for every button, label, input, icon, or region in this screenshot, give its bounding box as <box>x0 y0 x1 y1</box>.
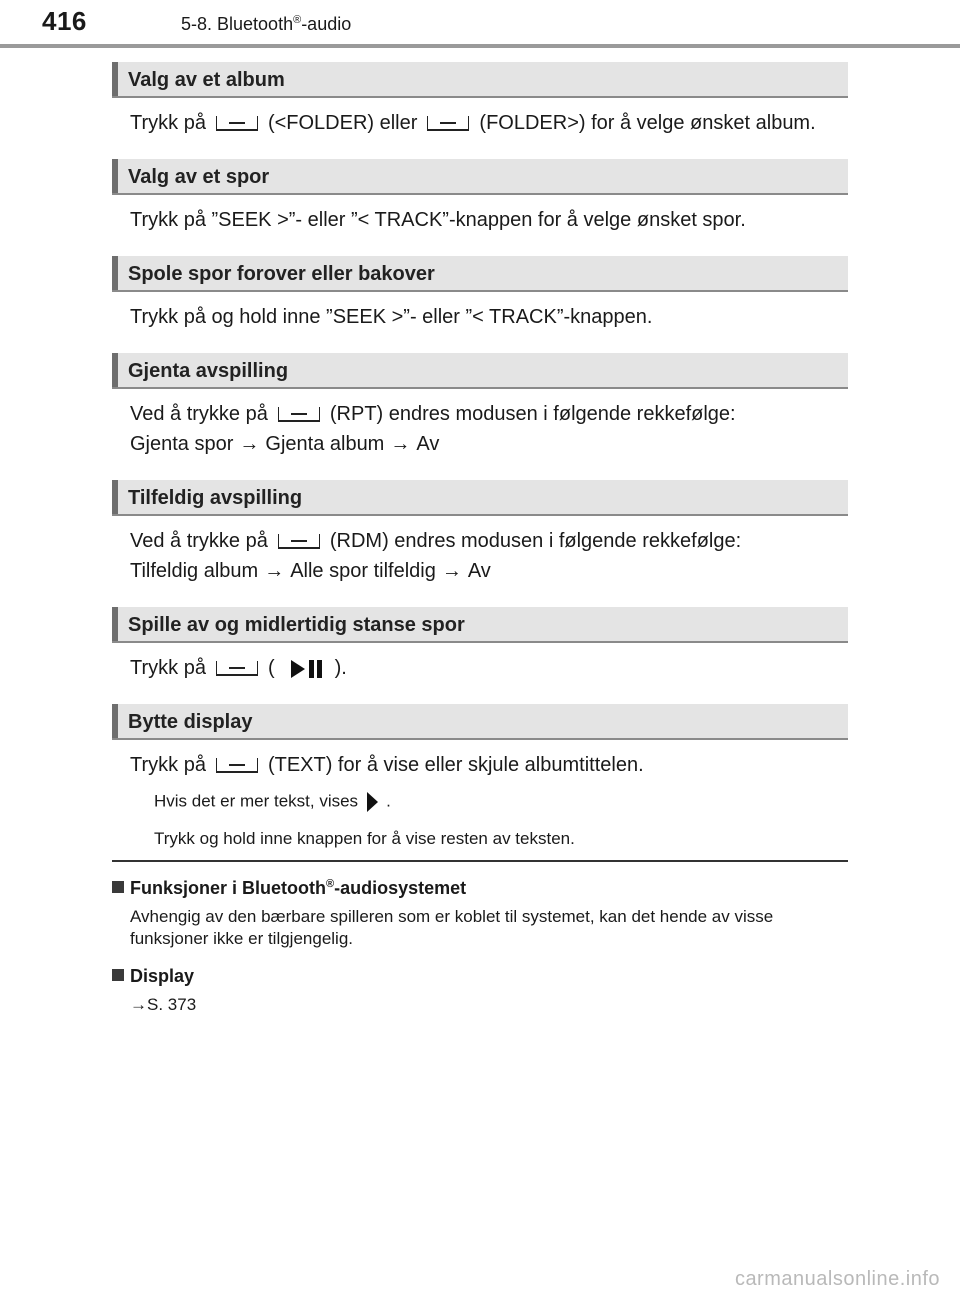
square-bullet-icon <box>112 881 124 893</box>
text: Gjenta album <box>265 433 385 455</box>
text: Ved å trykke på <box>130 403 268 425</box>
text: (<FOLDER) eller <box>267 112 418 134</box>
arrow-icon: → <box>130 995 147 1014</box>
section-title: Gjenta avspilling <box>128 360 289 382</box>
square-bullet-icon <box>112 969 124 981</box>
text: Trykk på <box>130 657 206 679</box>
content <box>112 62 848 850</box>
section-text <box>130 526 848 586</box>
button-icon <box>278 534 320 549</box>
section-text <box>130 653 848 683</box>
note <box>154 790 848 814</box>
section-title: Valg av et spor <box>128 166 270 188</box>
text: (RPT) endres modusen i følgende rekkefølge: <box>329 403 736 425</box>
text: ). <box>334 657 347 679</box>
text: Hvis det er mer tekst, vises <box>154 791 359 811</box>
button-icon <box>216 116 258 131</box>
text: . <box>386 791 391 811</box>
section-heading <box>112 607 848 643</box>
footnote-divider <box>112 860 848 862</box>
text: Tilfeldig album <box>130 560 259 582</box>
section-title: Spille av og midlertidig stanse spor <box>128 614 465 636</box>
more-text-arrow-icon <box>364 790 380 814</box>
section-repeat <box>112 353 848 459</box>
text: (TEXT) for å vise eller skjule albumtittelen. <box>267 754 644 776</box>
text: Ved å trykke på <box>130 530 268 552</box>
watermark: carmanualsonline.info <box>734 1268 940 1290</box>
section-heading <box>112 353 848 389</box>
section-title: Spole spor forover eller bakover <box>128 263 435 285</box>
section-heading <box>112 480 848 516</box>
section-path-sup: ® <box>293 14 302 26</box>
section-path-pre: 5-8. Bluetooth <box>181 14 294 34</box>
section-text: Trykk på og hold inne ”SEEK >”- eller ”< TRACK”-knappen. <box>130 306 653 328</box>
section-album <box>112 62 848 138</box>
section-text <box>130 399 848 459</box>
button-icon <box>278 407 320 422</box>
section-text: Trykk på ”SEEK >”- eller ”< TRACK”-knappen for å velge ønsket spor. <box>130 209 746 231</box>
text: Funksjoner i Bluetooth <box>130 878 326 898</box>
section-path <box>181 14 351 35</box>
section-path-post: -audio <box>301 14 352 34</box>
text: ® <box>326 878 335 890</box>
play-pause-icon <box>285 658 325 680</box>
section-track <box>112 159 848 235</box>
footnote-body: Avhengig av den bærbare spilleren som er koblet til systemet, kan det hende av visse funksjoner ikke er tilgjengelig. <box>130 907 774 948</box>
text: -audiosystemet <box>334 878 467 898</box>
section-seek <box>112 256 848 332</box>
text: Av <box>467 560 491 582</box>
footnote-title <box>112 872 848 900</box>
text: (RDM) endres modusen i følgende rekkefølge: <box>329 530 742 552</box>
footnotes <box>112 872 848 1016</box>
section-heading <box>112 159 848 195</box>
arrow-icon: → <box>390 433 411 455</box>
footnote <box>112 964 848 1016</box>
section-play-pause <box>112 607 848 683</box>
section-heading <box>112 256 848 292</box>
text: Gjenta spor <box>130 433 234 455</box>
page-number: 416 <box>42 6 87 36</box>
section-text <box>130 750 848 780</box>
button-icon <box>427 116 469 131</box>
section-heading <box>112 704 848 740</box>
section-title: Tilfeldig avspilling <box>128 487 303 509</box>
section-display <box>112 704 848 850</box>
footnote <box>112 872 848 950</box>
button-icon <box>216 758 258 773</box>
text: Display <box>130 966 195 986</box>
button-icon <box>216 661 258 676</box>
page-reference-link[interactable]: S. 373 <box>147 995 197 1014</box>
text: Trykk på <box>130 112 206 134</box>
text: Av <box>416 433 440 455</box>
arrow-icon: → <box>441 560 462 582</box>
section-title: Bytte display <box>128 711 253 733</box>
section-title: Valg av et album <box>128 69 285 91</box>
arrow-icon: → <box>264 560 285 582</box>
arrow-icon: → <box>239 433 260 455</box>
text: Alle spor tilfeldig <box>290 560 436 582</box>
text: (FOLDER>) for å velge ønsket album. <box>479 112 816 134</box>
text: ( <box>267 657 275 679</box>
section-random <box>112 480 848 586</box>
text: Trykk på <box>130 754 206 776</box>
section-heading <box>112 62 848 98</box>
note: Trykk og hold inne knappen for å vise resten av teksten. <box>154 829 575 848</box>
section-text <box>130 108 848 138</box>
footnote-title <box>112 964 848 988</box>
page-header <box>0 0 960 48</box>
footnote-body <box>130 994 848 1016</box>
header-rule <box>0 44 960 48</box>
